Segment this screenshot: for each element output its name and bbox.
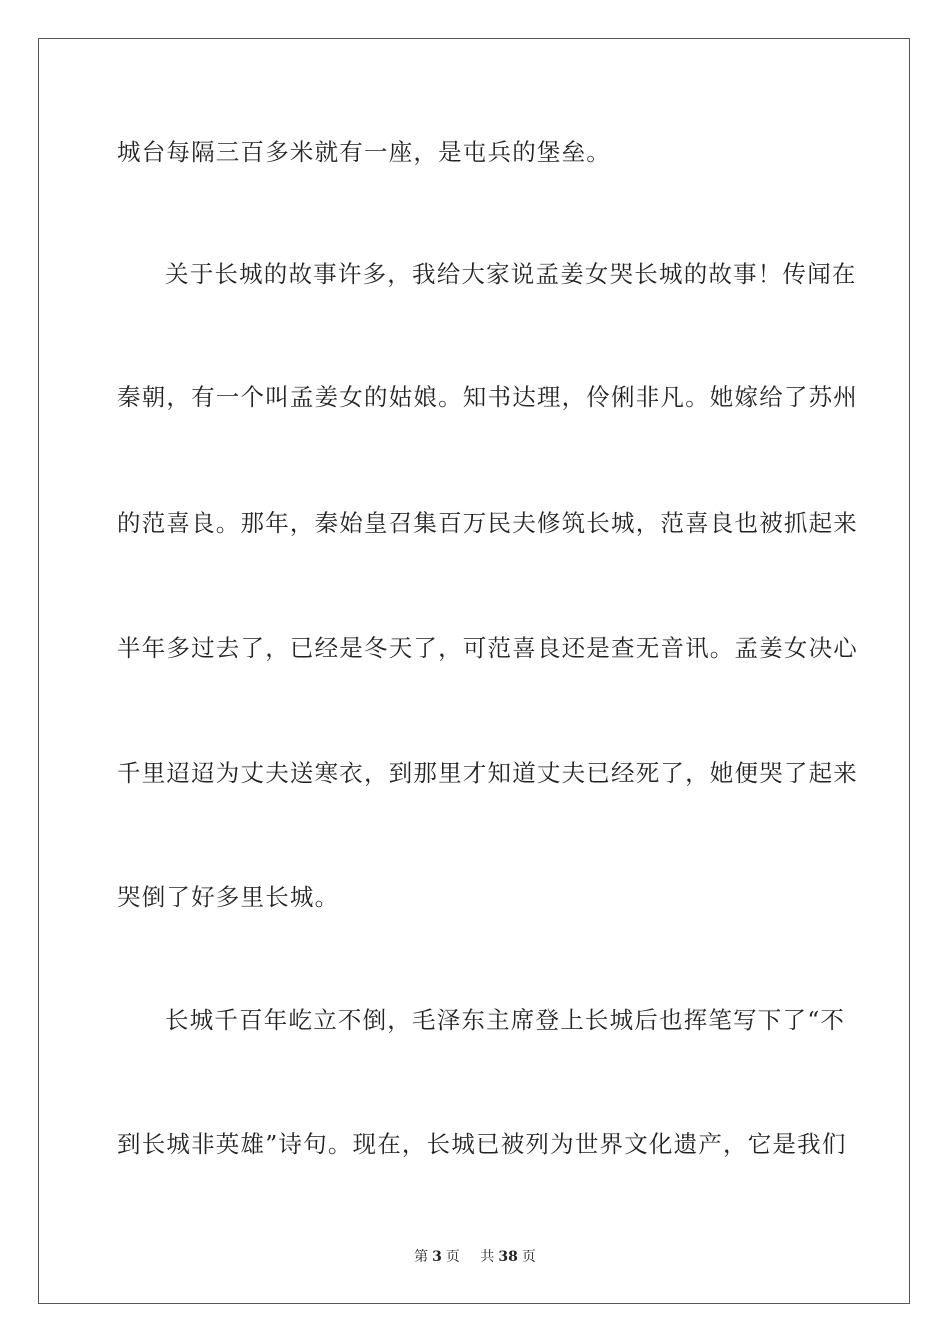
text-line-1: 城台每隔三百多米就有一座，是屯兵的堡垒。: [117, 138, 611, 166]
total-suffix: 页: [521, 1249, 536, 1265]
total-indicator: [476, 1249, 539, 1265]
text-line-3: 秦朝，有一个叫孟姜女的姑娘。知书达理，伶俐非凡。她嫁给了苏州: [117, 383, 858, 411]
text-line-7: 哭倒了好多里长城。: [117, 883, 340, 911]
total-prefix: 共: [480, 1249, 495, 1265]
total-pages: 38: [498, 1249, 518, 1265]
page-number: 3: [432, 1249, 442, 1265]
paragraph-first-line: 长城千百年屹立不倒，毛泽东主席登上长城后也挥笔写下了“不: [165, 1006, 846, 1034]
text-line-9: 到长城非英雄”诗句。现在，长城已被列为世界文化遗产，它是我们: [117, 1130, 847, 1158]
text-line-4: 的范喜良。那年，秦始皇召集百万民夫修筑长城，范喜良也被抓起来: [117, 509, 858, 537]
page-suffix: 页: [445, 1249, 460, 1265]
paragraph-first-line: 关于长城的故事许多，我给大家说孟姜女哭长城的故事！传闻在: [165, 260, 857, 288]
page-prefix: 第: [414, 1249, 429, 1265]
page-footer: [0, 1246, 950, 1266]
text-line-5: 半年多过去了，已经是冬天了，可范喜良还是查无音讯。孟姜女决心: [117, 634, 858, 662]
text-line-6: 千里迢迢为丈夫送寒衣，到那里才知道丈夫已经死了，她便哭了起来: [117, 759, 858, 787]
page-indicator: [410, 1249, 464, 1265]
page-border: [38, 38, 910, 1304]
